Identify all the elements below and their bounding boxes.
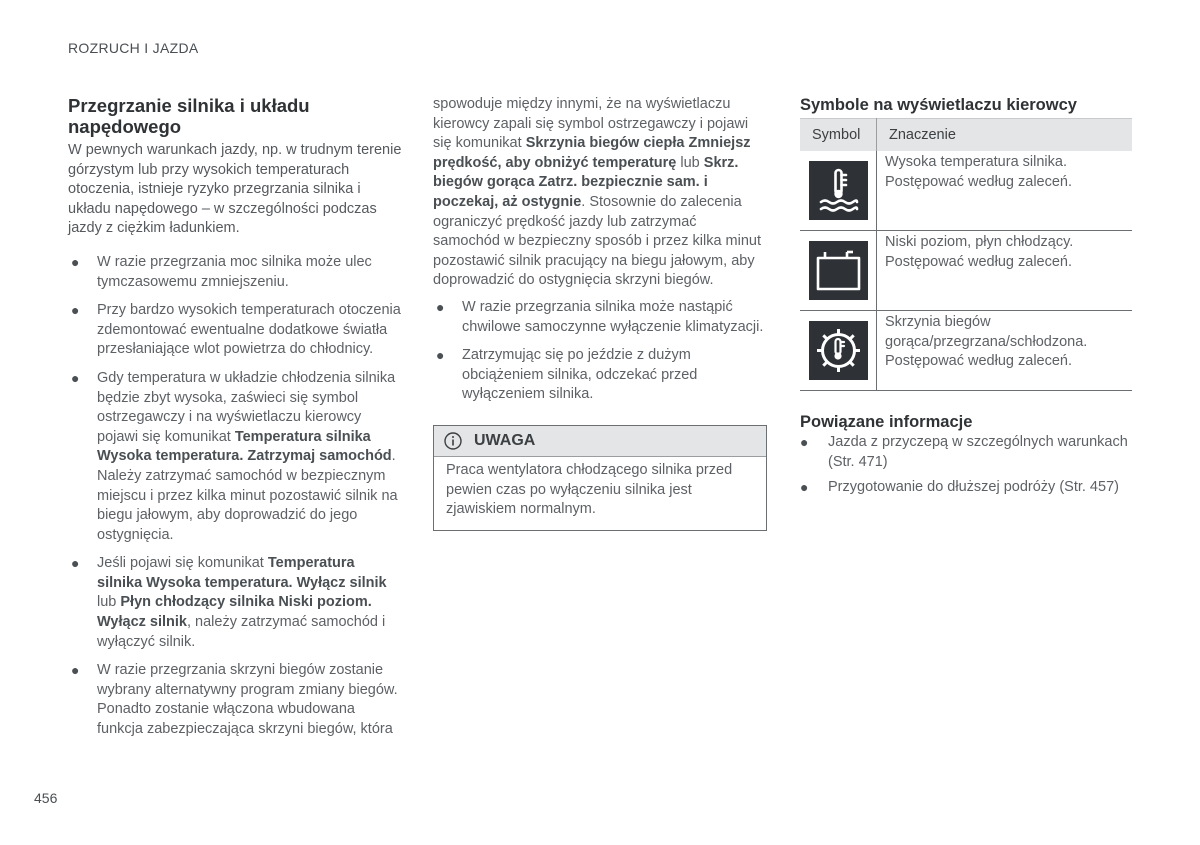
note-box — [433, 425, 767, 531]
page-title: Przegrzanie silnika i układu napędowego — [68, 95, 310, 137]
bullet-dot-icon: ● — [71, 662, 80, 679]
engine-temperature-icon — [809, 161, 868, 220]
list-item: ● Jeśli pojawi się komunikat Temperatura silnika Wysoka temperatura. Wyłącz silnik lub Płyn chłodzący silnika Niski poziom. Wyłącz silnik, należy zatrzymać samochód i wyłączyć silnik. — [71, 555, 387, 650]
message-text: Temperatura silnika Wysoka temperatura. Wyłącz silnik — [97, 555, 387, 591]
note-title: UWAGA — [474, 431, 536, 449]
bullet-dot-icon: ● — [71, 555, 80, 572]
related-info — [800, 412, 1132, 498]
bullet-dot-icon: ● — [800, 434, 809, 450]
related-link[interactable]: ● Jazda z przyczepą w szczególnych warunkach (Str. 471) — [800, 434, 1128, 470]
message-text: Skrzynia biegów ciepła Zmniejsz prędkość, aby obniżyć temperaturę — [433, 135, 751, 171]
list-item: ● W razie przegrzania skrzyni biegów zostanie wybrany alternatywny program zmiany biegów. Ponadto zostanie włączona wbudowana funkcja zabezpieczająca skrzyni biegów, która — [71, 662, 398, 738]
bullet-dot-icon: ● — [436, 298, 445, 315]
table-row — [800, 151, 1132, 231]
list-item: ● Przy bardzo wysokich temperaturach otoczenia zdemontować ewentualne dodatkowe światła przesłaniające wlot powietrza do chłodnicy. — [71, 302, 401, 358]
table-row — [800, 311, 1132, 391]
bullet-dot-icon: ● — [71, 302, 80, 319]
note-body: Praca wentylatora chłodzącego silnika przed pewien czas po wyłączeniu silnika jest zjawiskiem normalnym. — [446, 461, 733, 518]
intro-paragraph: W pewnych warunkach jazdy, np. w trudnym terenie górzystym lub przy wysokich temperaturach otoczenia, istnieje ryzyko przegrzania silnika i układu napędowego – w szczególności podczas jazdy z ciężkim ładunkiem. — [68, 142, 402, 237]
meaning-cell: Skrzynia biegów gorąca/przegrzana/schłodzona. Postępować według zaleceń. — [877, 311, 1133, 391]
list-item: ● Gdy temperatura w układzie chłodzenia silnika będzie zbyt wysoka, zaświeci się symbol ostrzegawczy i na wyświetlaczu kierowcy pojawi się komunikat Temperatura silnika Wysoka temperatura. Zatrzymaj samochód. Należy zatrzymać samochód w bezpiecznym miejscu i przez kilka minut pozostawić silnik na biegu jałowym, aby doprowadzić do jego ostygnięcia. — [71, 369, 398, 543]
list-item: ● W razie przegrzania moc silnika może ulec tymczasowemu zmniejszeniu. — [71, 253, 372, 290]
page-number: 456 — [34, 790, 58, 806]
bullet-dot-icon: ● — [436, 347, 445, 364]
column-right — [800, 95, 1132, 504]
bullet-dot-icon: ● — [800, 479, 809, 496]
table-title: Symbole na wyświetlaczu kierowcy — [800, 96, 1077, 114]
column-header-symbol: Symbol — [800, 119, 877, 152]
table-header-row — [800, 119, 1132, 152]
meaning-cell: Niski poziom, płyn chłodzący. Postępować według zaleceń. — [877, 231, 1133, 311]
continued-paragraph: spowoduje między innymi, że na wyświetlaczu kierowcy zapali się symbol ostrzegawczy i pojawi się komunikat Skrzynia biegów ciepła Zmniejsz prędkość, aby obniżyć temperaturę lub Skrz. biegów gorąca Zatrz. bezpiecznie sam. i poczekaj, aż ostygnie. Stosownie do zalecenia ograniczyć prędkość jazdy lub zatrzymać samochód w bezpieczny sposób i przez kilka minut pozostawić silnik pracujący na biegu jałowym, aby doprowadzić do ostygnięcia skrzyni biegów. — [433, 96, 762, 289]
column-middle — [433, 95, 767, 531]
coolant-level-icon — [809, 241, 868, 300]
column-left — [68, 95, 402, 749]
related-list — [800, 433, 1132, 498]
transmission-temperature-icon — [809, 321, 868, 380]
message-text: Skrz. biegów gorąca Zatrz. bezpiecznie sam. i poczekaj, aż ostygnie — [433, 154, 739, 210]
meaning-cell: Wysoka temperatura silnika. Postępować według zaleceń. — [877, 151, 1133, 231]
list-item: ● Zatrzymując się po jeździe z dużym obciążeniem silnika, odczekać przed wyłączeniem silnika. — [436, 347, 698, 403]
related-title: Powiązane informacje — [800, 413, 973, 431]
message-text: Temperatura silnika Wysoka temperatura. Zatrzymaj samochód — [97, 428, 392, 465]
message-text: Płyn chłodzący silnika Niski poziom. Wyłącz silnik — [97, 594, 372, 631]
column-header-meaning: Znaczenie — [877, 119, 1133, 152]
list-item: ● W razie przegrzania silnika może nastąpić chwilowe samoczynne wyłączenie klimatyzacji. — [436, 298, 764, 335]
overheating-bullet-list — [68, 253, 402, 740]
note-header — [434, 426, 766, 457]
overheating-bullet-list-2 — [433, 298, 767, 405]
bullet-dot-icon: ● — [71, 369, 80, 386]
section-header: ROZRUCH I JAZDA — [68, 40, 199, 56]
bullet-dot-icon: ● — [71, 253, 80, 270]
symbols-table — [800, 118, 1132, 391]
related-link[interactable]: ● Przygotowanie do dłuższej podróży (Str. 457) — [800, 478, 1132, 498]
table-row — [800, 231, 1132, 311]
info-icon — [444, 432, 462, 450]
